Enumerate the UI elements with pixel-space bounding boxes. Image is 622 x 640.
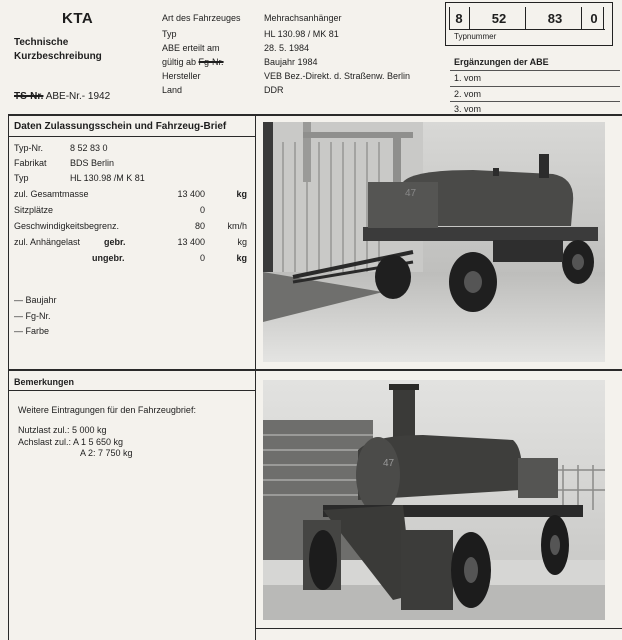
- subtitle-line1: Technische: [14, 37, 69, 48]
- rule-header-bottom: [8, 114, 622, 116]
- bemerkungen-title: Bemerkungen: [14, 377, 75, 387]
- subtitle-line2: Kurzbeschreibung: [14, 51, 102, 62]
- ungebr-unit: kg: [236, 253, 247, 263]
- achslast-text-2: A 2: 7 750 kg: [80, 448, 133, 458]
- trailer-front-illustration: [263, 380, 605, 620]
- tank-number-top: 47: [405, 188, 417, 199]
- geschw-value: 80: [194, 221, 205, 231]
- label-typ: Typ: [162, 29, 177, 39]
- label-gueltig-struck: Fg-Nr.: [198, 57, 224, 67]
- rule-bottom: [255, 628, 622, 629]
- rule-daten-title: [8, 136, 255, 137]
- rule-left-edge: [8, 114, 9, 640]
- label-land: Land: [162, 85, 183, 95]
- daten-title: Daten Zulassungsschein und Fahrzeug-Brief: [14, 121, 227, 132]
- typnummer-divider: [449, 29, 605, 30]
- typnummer-digit-2: 52: [473, 7, 526, 29]
- value-abe-erteilt: 28. 5. 1984: [264, 43, 310, 53]
- sitzplaetze-label: Sitzplätze: [14, 205, 54, 215]
- label-hersteller: Hersteller: [162, 71, 201, 81]
- ergaenzungen-rule: [450, 101, 620, 102]
- geschw-label: Geschwindigkeitsbegrenz.: [14, 221, 120, 231]
- typnummer-box: [445, 2, 613, 46]
- ergaenzung-item-3: 3. vom: [454, 104, 482, 114]
- abe-number-value: ABE-Nr.- 1942: [45, 91, 111, 102]
- geschw-unit: km/h: [227, 221, 247, 231]
- anhaengelast-label: zul. Anhängelast: [14, 237, 81, 247]
- tank-number-bottom: 47: [383, 458, 395, 469]
- ergaenzungen-rule: [450, 70, 620, 71]
- baujahr-item: — Baujahr: [14, 295, 57, 305]
- gebr-value: 13 400: [177, 237, 205, 247]
- document-title: KTA: [62, 10, 94, 27]
- label-gueltig-prefix: gültig ab: [162, 57, 197, 67]
- ungebr-value: 0: [199, 253, 205, 263]
- trailer-photo-front: [263, 380, 605, 620]
- fabrikat-value: BDS Berlin: [70, 158, 115, 168]
- value-typ: HL 130.98 / MK 81: [264, 29, 339, 39]
- label-art: Art des Fahrzeuges: [162, 13, 241, 23]
- trailer-side-illustration: [263, 122, 605, 362]
- value-land: DDR: [264, 85, 284, 95]
- ergaenzungen-title: Ergänzungen der ABE: [454, 57, 549, 67]
- struck-ts-nr: TS-Nr.: [14, 91, 44, 102]
- trailer-photo-side: [263, 122, 605, 362]
- typnummer-digit-3: 83: [529, 7, 582, 29]
- ergaenzung-item-1: 1. vom: [454, 73, 482, 83]
- value-hersteller: VEB Bez.-Direkt. d. Straßenw. Berlin: [264, 71, 411, 81]
- fabrikat-label: Fabrikat: [14, 158, 47, 168]
- typ-value: HL 130.98 /M K 81: [70, 173, 145, 183]
- value-art: Mehrachsanhänger: [264, 13, 342, 23]
- typ-label: Typ: [14, 173, 29, 183]
- rule-bemerkungen-title: [8, 390, 255, 391]
- typnummer-digit-4: 0: [585, 7, 604, 29]
- rule-column-divider: [255, 114, 256, 640]
- rule-middle: [8, 369, 622, 371]
- gebr-label: gebr.: [104, 237, 126, 247]
- ergaenzung-item-2: 2. vom: [454, 89, 482, 99]
- abe-number: [14, 90, 110, 103]
- typ-nr-value: 8 52 83 0: [70, 143, 108, 153]
- label-gueltig: [162, 56, 224, 68]
- gesamtmasse-label: zul. Gesamtmasse: [14, 189, 89, 199]
- value-gueltig: Baujahr 1984: [264, 57, 318, 67]
- gesamtmasse-unit: kg: [236, 189, 247, 199]
- typnummer-divider: [449, 7, 450, 29]
- nutzlast-text: Nutzlast zul.: 5 000 kg: [18, 425, 107, 435]
- achslast-text-1: Achslast zul.: A 1 5 650 kg: [18, 437, 124, 447]
- typ-nr-label: Typ-Nr.: [14, 143, 44, 153]
- bemerkungen-line1: Weitere Eintragungen für den Fahrzeugbrief:: [18, 405, 196, 415]
- gesamtmasse-value: 13 400: [177, 189, 205, 199]
- ungebr-label: ungebr.: [92, 253, 125, 263]
- fg-nr-item: — Fg-Nr.: [14, 311, 51, 321]
- label-abe-erteilt: ABE erteilt am: [162, 43, 220, 53]
- gebr-unit: kg: [237, 237, 247, 247]
- ergaenzungen-rule: [450, 86, 620, 87]
- typnummer-digit-1: 8: [449, 7, 470, 29]
- sitzplaetze-value: 0: [199, 205, 205, 215]
- typnummer-label: Typnummer: [454, 32, 497, 41]
- farbe-item: — Farbe: [14, 326, 50, 336]
